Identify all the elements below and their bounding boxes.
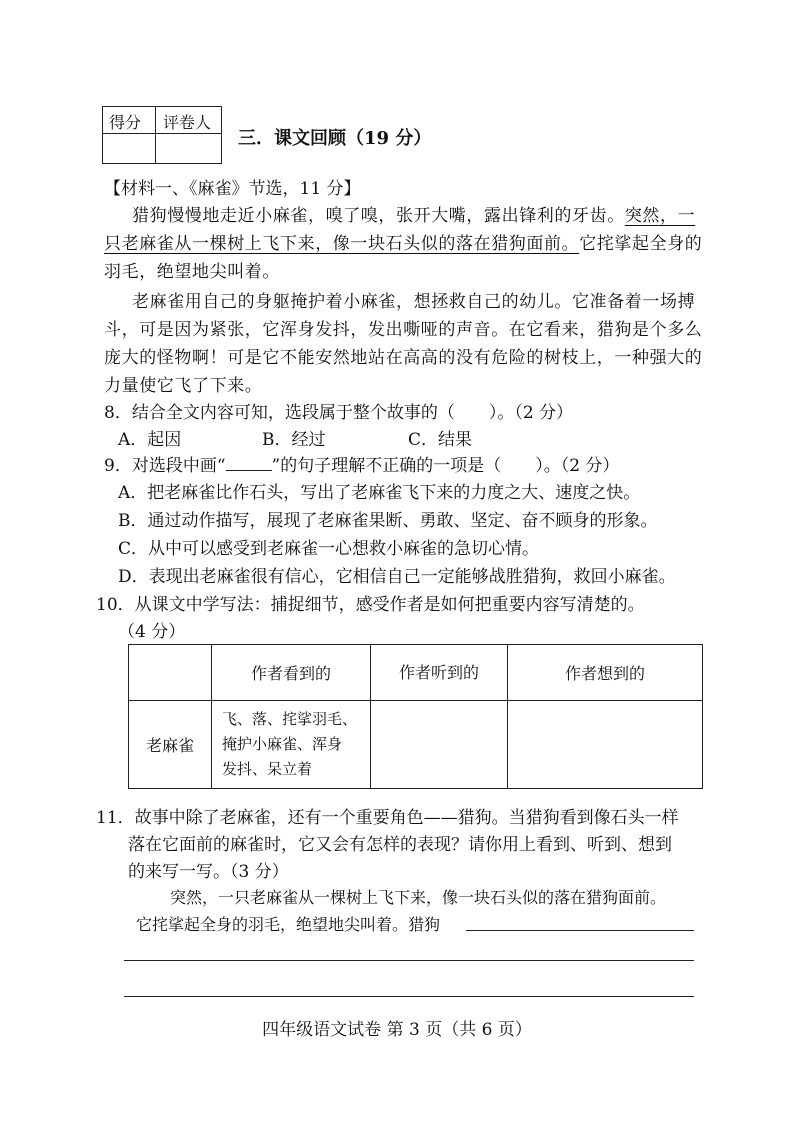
passage-line-1 — [132, 201, 695, 226]
q9-stem-part-a: 9．对选段中画“ — [104, 456, 226, 476]
q11-passage-line-2: 它挓挲起全身的羽毛，绝望地尖叫着。猎狗 — [136, 915, 441, 934]
question-8-stem: 8．结合全文内容可知，选段属于整个故事的（ ）。（2 分） — [104, 403, 574, 423]
table-header-heard: 作者听到的 — [371, 645, 508, 701]
underlined-sentence: 只老麻雀从一棵树上飞下来，像一块石头似的落在猎狗面前。 — [104, 234, 580, 254]
passage-line-3: 羽毛，绝望地尖叫着。 — [104, 262, 280, 282]
handwritten-answer-line: 掩护小麻雀、浑身 — [222, 735, 343, 753]
material-label: 【材料一、《麻雀》节选，11 分】 — [104, 179, 361, 199]
score-box — [102, 106, 222, 164]
table-header-blank — [129, 645, 212, 701]
grader-label: 评卷人 — [163, 113, 212, 132]
q8-option-b[interactable]: B．经过 — [262, 430, 326, 450]
answer-line-1[interactable] — [466, 930, 694, 931]
table-cell-thought[interactable] — [508, 701, 703, 789]
table-row-label: 老麻雀 — [129, 701, 212, 789]
q11-passage-line-1: 突然，一只老麻雀从一棵树上飞下来，像一块石头似的落在猎狗面前。 — [170, 888, 667, 907]
passage-p2-line-2: 斗，可是因为紧张，它浑身发抖，发出嘶哑的声音。在它看来，猎狗是个多么 — [104, 320, 703, 340]
section-title: 三．课文回顾（19 分） — [238, 128, 432, 149]
score-label: 得分 — [109, 113, 142, 132]
q9-blank-line — [226, 456, 272, 471]
table-cell-seen — [212, 701, 371, 789]
q9-option-d[interactable]: D．表现出老麻雀很有信心，它相信自己一定能够战胜猎狗，救回小麻雀。 — [118, 567, 676, 587]
passage-p2-line-4: 力量使它飞了下来。 — [104, 376, 263, 396]
table-cell-heard[interactable] — [371, 701, 508, 789]
handwritten-answer-line: 发抖、呆立着 — [222, 760, 313, 778]
passage-p2-line-3: 庞大的怪物啊！可是它不能安然地站在高高的没有危险的树枝上，一种强大的 — [104, 348, 703, 368]
q9-option-a[interactable]: A．把老麻雀比作石头，写出了老麻雀飞下来的力度之大、速度之快。 — [118, 483, 641, 503]
q9-option-c[interactable]: C．从中可以感受到老麻雀一心想救小麻雀的急切心情。 — [118, 539, 540, 559]
underlined-sentence-start: 突然，一 — [624, 206, 696, 226]
question-10-points: （4 分） — [118, 622, 186, 642]
handwritten-answer-line: 飞、落、挓挲羽毛、 — [222, 710, 358, 728]
table-header-seen: 作者看到的 — [212, 645, 371, 701]
question-11-line-1: 11．故事中除了老麻雀，还有一个重要角色——猎狗。当猎狗看到像石头一样 — [96, 808, 679, 828]
question-11-line-2: 落在它面前的麻雀时，它又会有怎样的表现？请你用上看到、听到、想到 — [128, 835, 672, 855]
passage-text: 它挓挲起全身的 — [579, 234, 703, 254]
q8-option-c[interactable]: C．结果 — [408, 430, 473, 450]
q9-option-b[interactable]: B．通过动作描写，展现了老麻雀果断、勇敢、坚定、奋不顾身的形象。 — [118, 511, 658, 531]
table-header-thought: 作者想到的 — [508, 645, 703, 701]
answer-line-2[interactable] — [124, 960, 694, 961]
page-footer: 四年级语文试卷 第 3 页（共 6 页） — [262, 1020, 532, 1040]
q9-stem-part-b: ”的句子理解不正确的一项是（ ）。（2 分） — [271, 456, 620, 476]
answer-line-3[interactable] — [124, 996, 694, 997]
question-9-stem — [104, 451, 619, 476]
question-10-stem: 10．从课文中学写法：捕捉细节，感受作者是如何把重要内容写清楚的。 — [96, 595, 645, 615]
passage-text: 猎狗慢慢地走近小麻雀，嗅了嗅，张开大嘴，露出锋利的牙齿。 — [132, 206, 625, 226]
passage-p2-line-1: 老麻雀用自己的身躯掩护着小麻雀，想拯救自己的幼儿。它准备着一场搏 — [132, 292, 696, 312]
q8-option-a[interactable]: A．起因 — [118, 430, 182, 450]
question-11-line-3: 的来写一写。（3 分） — [128, 862, 289, 882]
q10-table — [128, 644, 703, 789]
passage-line-2 — [104, 229, 702, 254]
